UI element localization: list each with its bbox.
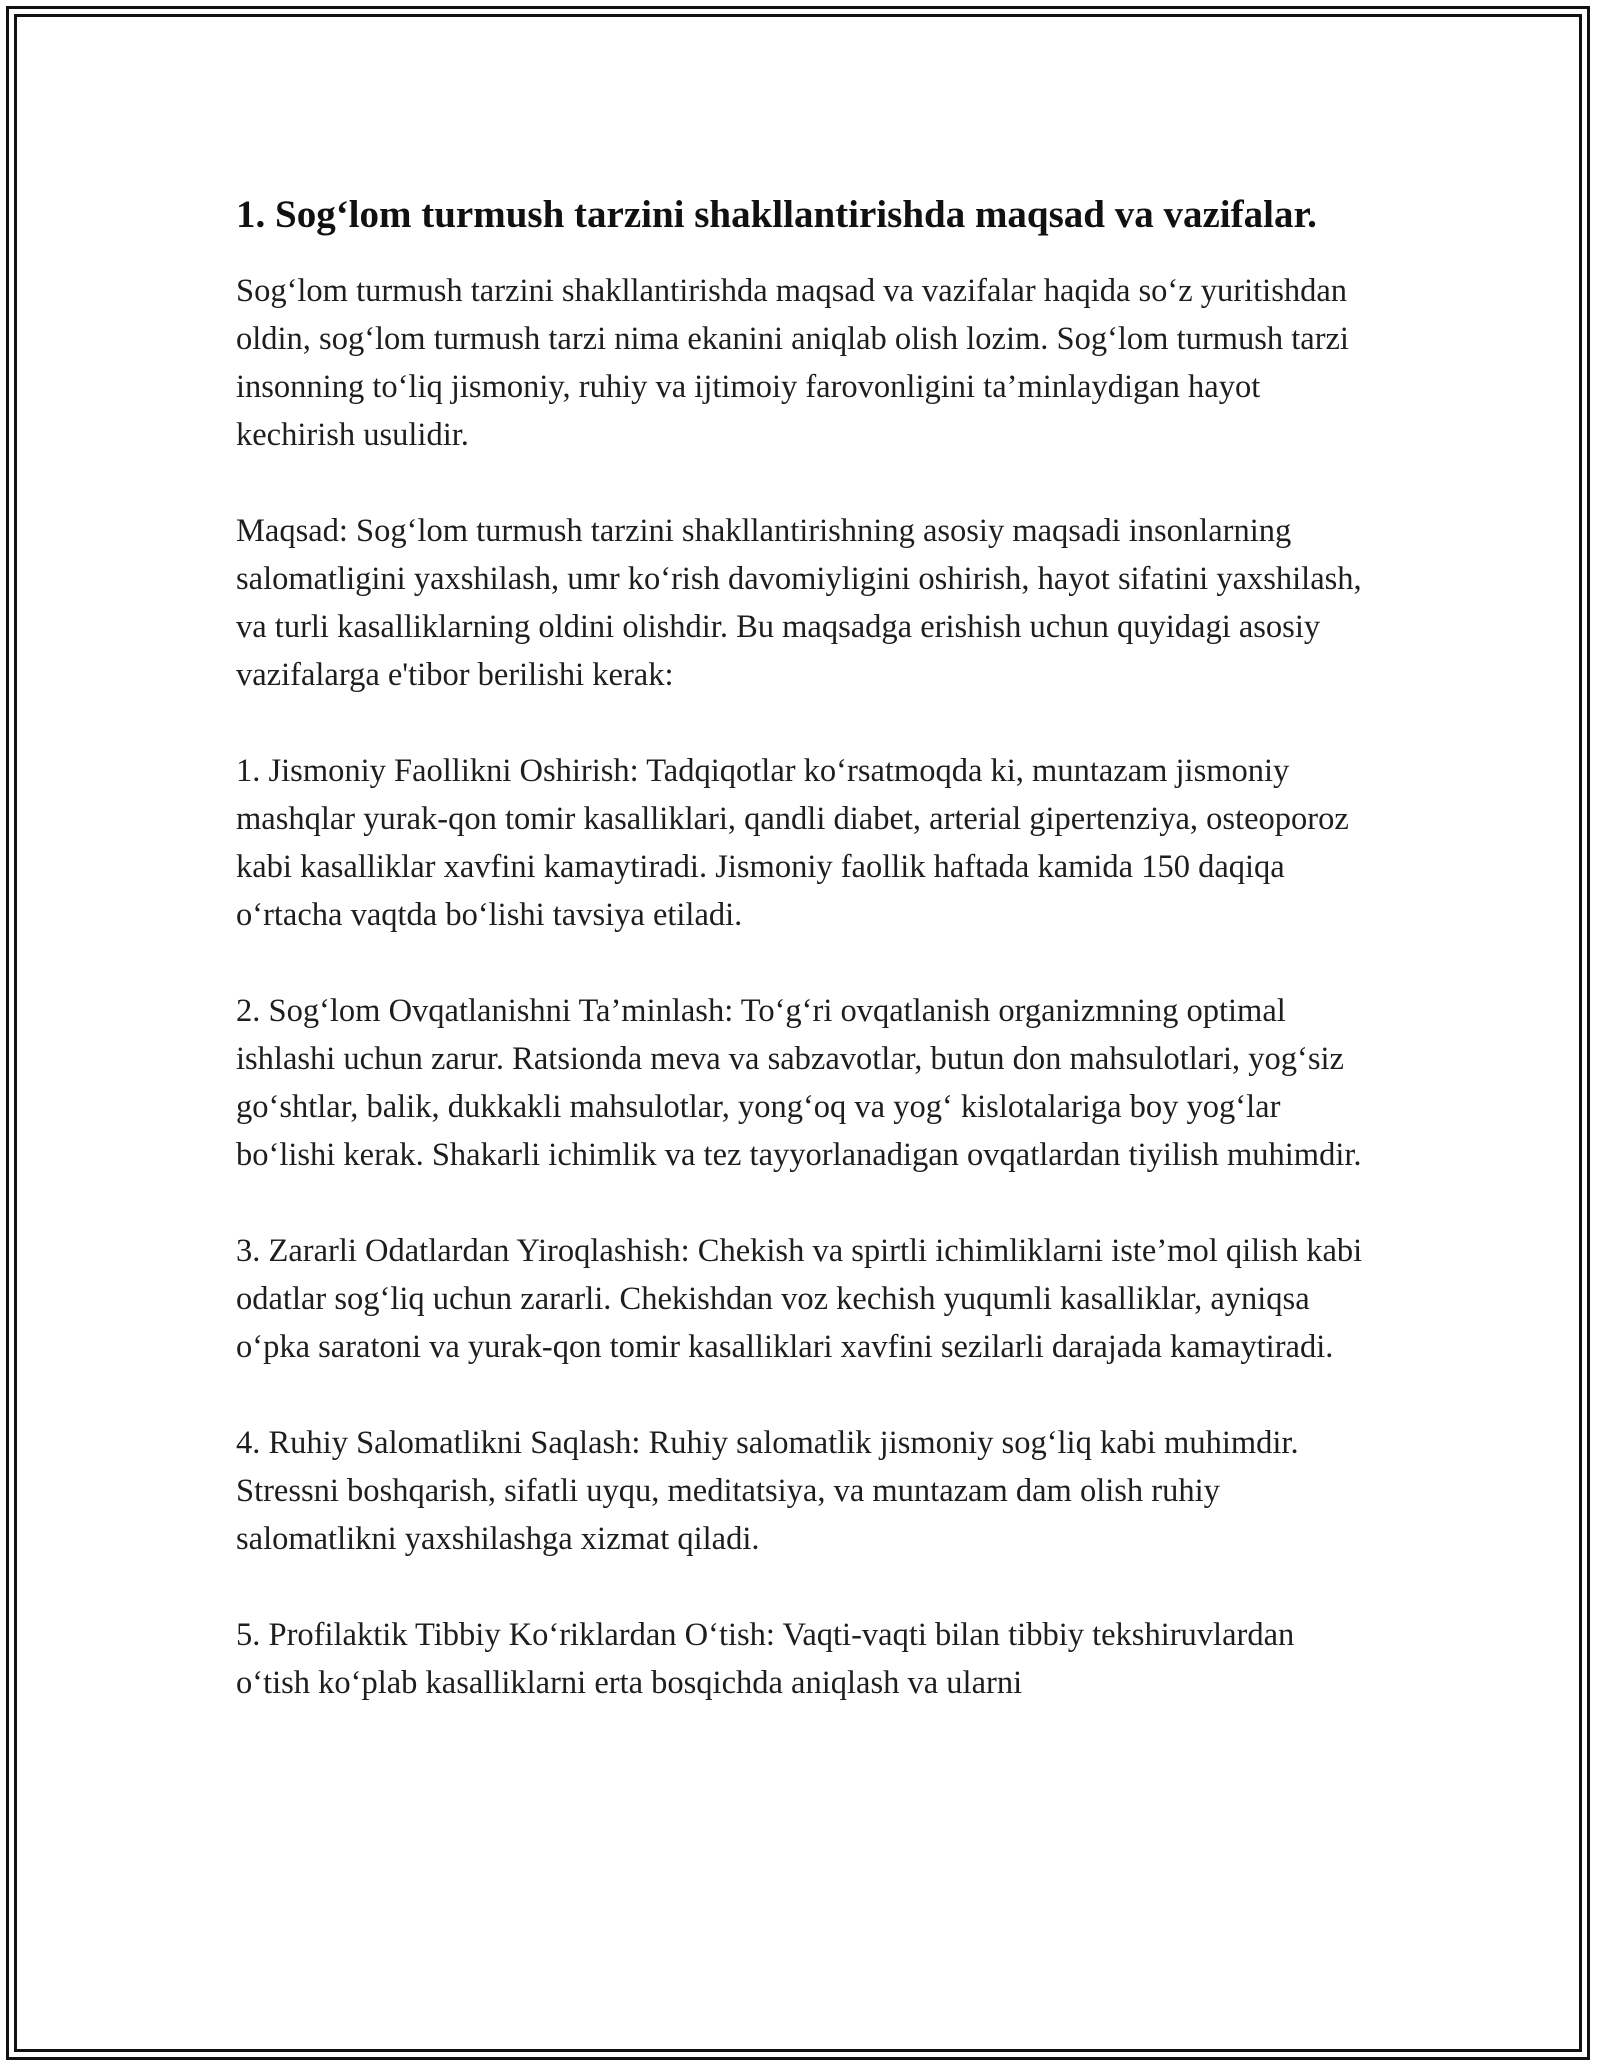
paragraph-goal: Maqsad: Sog‘lom turmush tarzini shakllantirishning asosiy maqsadi insonlarning salomatligini yaxshilash, umr ko‘rish davomiyligini oshirish, hayot sifatini yaxshilash, va turli kasalliklarning oldini olishdir. Bu maqsadga erishish uchun quyidagi asosiy vazifalarga e'tibor berilishi kerak:: [236, 513, 1362, 693]
paragraph-intro: Sog‘lom turmush tarzini shakllantirishda maqsad va vazifalar haqida so‘z yuritishdan oldin, sog‘lom turmush tarzi nima ekanini aniqlab olish lozim. Sog‘lom turmush tarzi insonning to‘liq jismoniy, ruhiy va ijtimoiy farovonligini ta’minlaydigan hayot kechirish usulidir.: [236, 273, 1349, 453]
document-body: [236, 186, 1376, 1755]
paragraph-medical-checkups: 5. Profilaktik Tibbiy Ko‘riklardan O‘tish: Vaqti-vaqti bilan tibbiy tekshiruvlardan o‘tish ko‘plab kasalliklarni erta bosqichda aniqlash va ularni: [236, 1617, 1295, 1701]
paragraph-harmful-habits: 3. Zararli Odatlardan Yiroqlashish: Chekish va spirtli ichimliklarni iste’mol qilish kabi odatlar sog‘liq uchun zararli. Chekishdan voz kechish yuqumli kasalliklar, ayniqsa o‘pka saratoni va yurak-qon tomir kasalliklari xavfini sezilarli darajada kamaytiradi.: [236, 1233, 1363, 1365]
paragraph-healthy-nutrition: 2. Sog‘lom Ovqatlanishni Ta’minlash: To‘g‘ri ovqatlanish organizmning optimal ishlashi uchun zarur. Ratsionda meva va sabzavotlar, butun don mahsulotlari, yog‘siz go‘shtlar, balik, dukkakli mahsulotlar, yong‘oq va yog‘ kislotalariga boy yog‘lar bo‘lishi kerak. Shakarli ichimlik va tez tayyorlanadigan ovqatlardan tiyilish muhimdir.: [236, 993, 1362, 1173]
paragraph-physical-activity: 1. Jismoniy Faollikni Oshirish: Tadqiqotlar ko‘rsatmoqda ki, muntazam jismoniy mashqlar yurak-qon tomir kasalliklari, qandli diabet, arterial gipertenziya, osteoporoz kabi kasalliklar xavfini kamaytiradi. Jismoniy faollik haftada kamida 150 daqiqa o‘rtacha vaqtda bo‘lishi tavsiya etiladi.: [236, 753, 1349, 933]
paragraph-mental-health: 4. Ruhiy Salomatlikni Saqlash: Ruhiy salomatlik jismoniy sog‘liq kabi muhimdir. Stressni boshqarish, sifatli uyqu, meditatsiya, va muntazam dam olish ruhiy salomatlikni yaxshilashga xizmat qiladi.: [236, 1425, 1299, 1557]
section-heading: 1. Sog‘lom turmush tarzini shakllantirishda maqsad va vazifalar.: [236, 193, 1317, 236]
